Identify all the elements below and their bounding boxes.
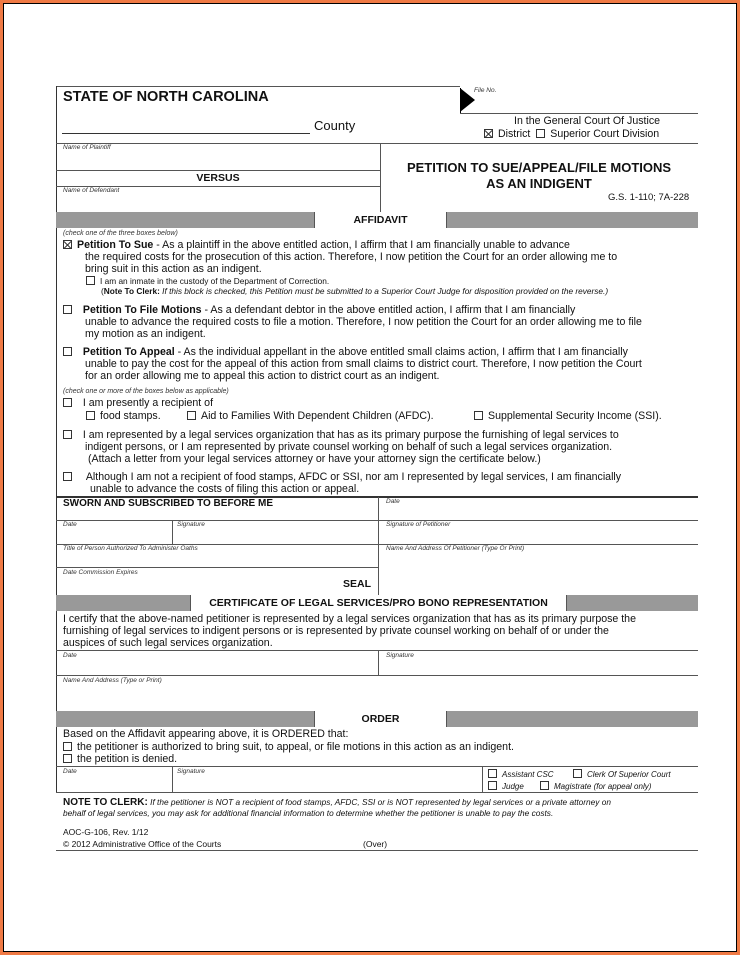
petition-file-motions-checkbox[interactable]	[63, 305, 72, 314]
petition-to-sue-checkbox[interactable]	[63, 240, 72, 249]
inmate-checkbox[interactable]	[86, 276, 95, 285]
afdc-checkbox[interactable]	[187, 411, 196, 420]
file-no-field[interactable]	[460, 113, 698, 114]
defendant-field[interactable]	[57, 194, 379, 211]
recipient-checkbox[interactable]	[63, 398, 72, 407]
county-field[interactable]	[62, 133, 310, 134]
denied-checkbox[interactable]	[63, 754, 72, 763]
note-to-clerk: NOTE TO CLERK: If the petitioner is NOT a recipient of food stamps, AFDC, SSI or is NOT represented by legal services or a private attorney on	[63, 797, 611, 808]
clerk-superior-checkbox[interactable]	[573, 769, 582, 778]
legal-services-checkbox[interactable]	[63, 430, 72, 439]
authorized-checkbox[interactable]	[63, 742, 72, 751]
order-bar: ORDER	[56, 711, 698, 727]
magistrate-checkbox[interactable]	[540, 781, 549, 790]
affidavit-bar: AFFIDAVIT	[56, 212, 698, 228]
form-title: PETITION TO SUE/APPEAL/FILE MOTIONS AS AN INDIGENT	[406, 160, 672, 191]
food-stamps-checkbox[interactable]	[86, 411, 95, 420]
assistant-csc-checkbox[interactable]	[488, 769, 497, 778]
district-checkbox[interactable]	[484, 129, 493, 138]
petition-appeal-checkbox[interactable]	[63, 347, 72, 356]
judge-checkbox[interactable]	[488, 781, 497, 790]
superior-checkbox[interactable]	[536, 129, 545, 138]
plaintiff-field[interactable]	[57, 150, 379, 169]
financially-unable-checkbox[interactable]	[63, 472, 72, 481]
state-title: STATE OF NORTH CAROLINA	[63, 89, 269, 105]
certificate-bar: CERTIFICATE OF LEGAL SERVICES/PRO BONO REPRESENTATION	[56, 595, 698, 611]
ssi-checkbox[interactable]	[474, 411, 483, 420]
form-left-border	[56, 86, 57, 792]
arrow-icon	[460, 88, 475, 112]
